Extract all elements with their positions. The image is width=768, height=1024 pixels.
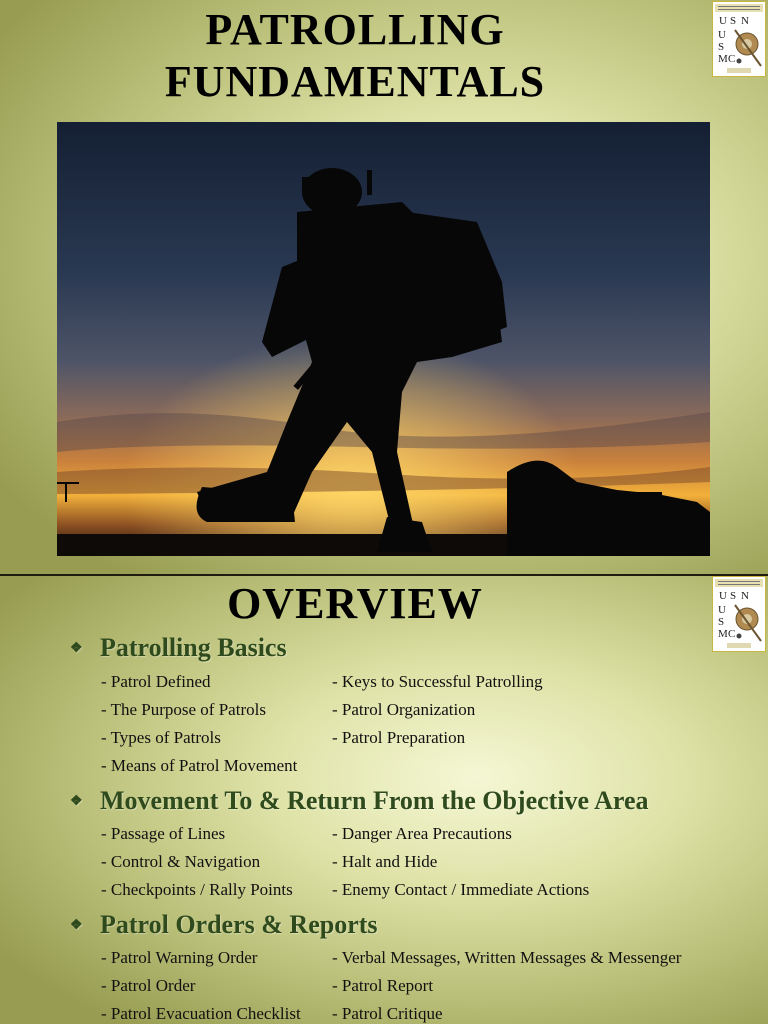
section-items-orders-reports xyxy=(101,944,761,1024)
title-line-1: PATROLLING xyxy=(205,5,505,54)
list-item: - Checkpoints / Rally Points - Enemy Contact / Immediate Actions xyxy=(101,880,590,899)
logo-letter: U xyxy=(719,15,727,27)
list-item: - Types of Patrols - Patrol Preparation xyxy=(101,728,466,747)
svg-text:S: S xyxy=(718,41,725,53)
svg-text:N: N xyxy=(741,590,749,602)
svg-text:C: C xyxy=(728,628,736,640)
list-item: - Passage of Lines - Danger Area Precautions xyxy=(101,824,512,843)
usn-usmc-emblem-icon xyxy=(712,1,766,77)
section-heading: Patrol Orders & Reports xyxy=(100,910,378,939)
svg-text:U: U xyxy=(718,29,726,41)
usn-usmc-emblem-icon xyxy=(712,576,766,652)
list-item: - The Purpose of Patrols - Patrol Organization xyxy=(101,700,476,719)
section-items-patrolling-basics xyxy=(101,668,761,780)
svg-text:U: U xyxy=(718,604,726,616)
slide-title xyxy=(0,4,710,108)
soldier-silhouette-photo xyxy=(57,122,710,556)
svg-text:M: M xyxy=(718,53,728,65)
svg-text:U: U xyxy=(719,590,727,602)
list-item: - Patrol Evacuation Checklist - Patrol Critique xyxy=(101,1004,443,1023)
list-item: - Means of Patrol Movement xyxy=(101,756,298,775)
section-movement xyxy=(70,786,649,817)
overview-slide xyxy=(0,576,768,1024)
list-item: - Patrol Order - Patrol Report xyxy=(101,976,434,995)
svg-text:S: S xyxy=(730,15,737,27)
section-patrolling-basics xyxy=(70,633,287,664)
section-orders-reports xyxy=(70,910,378,941)
diamond-bullet-icon: ❖ xyxy=(70,794,83,809)
list-item: - Patrol Warning Order - Verbal Messages, Written Messages & Messenger xyxy=(101,948,682,967)
section-heading: Patrolling Basics xyxy=(100,633,287,662)
title-line-2: FUNDAMENTALS xyxy=(164,57,546,106)
list-item: - Patrol Defined - Keys to Successful Patrolling xyxy=(101,672,543,691)
svg-text:N: N xyxy=(741,15,749,27)
section-heading: Movement To & Return From the Objective Area xyxy=(100,786,649,815)
section-items-movement xyxy=(101,820,761,904)
diamond-bullet-icon: ❖ xyxy=(70,918,83,933)
list-item: - Control & Navigation - Halt and Hide xyxy=(101,852,438,871)
svg-text:S: S xyxy=(730,590,737,602)
svg-text:C: C xyxy=(728,53,736,65)
overview-title: OVERVIEW xyxy=(227,579,483,628)
svg-text:M: M xyxy=(718,628,728,640)
svg-text:S: S xyxy=(718,616,725,628)
diamond-bullet-icon: ❖ xyxy=(70,641,83,656)
